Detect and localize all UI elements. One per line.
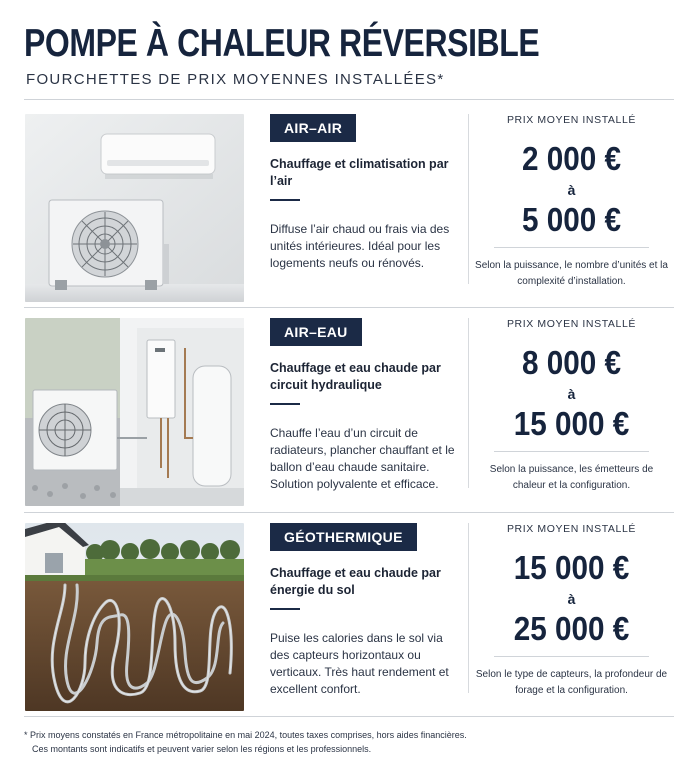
price-note: Selon la puissance, le nombre d’unités et la complexité d’installation. xyxy=(475,260,668,287)
short-divider xyxy=(270,608,300,610)
price-low: 2 000 € xyxy=(521,140,622,177)
price-rule xyxy=(494,247,649,248)
row-air-air xyxy=(24,102,674,292)
description-geothermique: Puise les calories dans le sol via des capteurs horizontaux ou verticaux. Très haut rendement et excellent confort. xyxy=(270,631,449,696)
heading-air-air: Chauffage et climatisation par l’air xyxy=(270,157,449,188)
header-rule xyxy=(24,99,674,100)
price-label: PRIX MOYEN INSTALLÉ xyxy=(506,318,637,330)
price-high: 5 000 € xyxy=(521,201,622,238)
footnote-line-1: * Prix moyens constatés en France métropolitaine en mai 2024, toutes taxes comprises, hors aides financières. xyxy=(24,730,467,740)
price-separator: à xyxy=(567,591,576,607)
price-separator: à xyxy=(567,182,576,198)
price-high: 15 000 € xyxy=(513,405,630,442)
air-air-heat-pump-photo-icon xyxy=(25,114,244,302)
row-air-eau xyxy=(24,306,674,496)
price-label: PRIX MOYEN INSTALLÉ xyxy=(506,114,637,126)
row-geothermique xyxy=(24,511,674,701)
badge-air-eau: AIR–EAU xyxy=(270,318,362,346)
price-separator: à xyxy=(567,386,576,402)
page-subtitle: FOURCHETTES DE PRIX MOYENNES INSTALLÉES* xyxy=(26,71,445,88)
heading-geothermique: Chauffage et eau chaude par énergie du sol xyxy=(270,566,441,597)
price-note: Selon la puissance, les émetteurs de chaleur et la configuration. xyxy=(489,464,654,491)
price-low: 15 000 € xyxy=(513,549,630,586)
price-high: 25 000 € xyxy=(513,610,630,647)
air-water-heat-pump-photo-icon xyxy=(25,318,244,506)
heading-air-eau: Chauffage et eau chaude par circuit hydraulique xyxy=(270,361,441,392)
price-label: PRIX MOYEN INSTALLÉ xyxy=(506,523,637,535)
price-low: 8 000 € xyxy=(521,344,622,381)
short-divider xyxy=(270,403,300,405)
price-block-air-air xyxy=(469,102,674,292)
geothermal-loop-photo-icon xyxy=(25,523,244,711)
description-air-air: Diffuse l’air chaud ou frais via des unités intérieures. Idéal pour les logements neufs ou rénovés. xyxy=(270,222,450,270)
footnote-line-2: Ces montants sont indicatifs et peuvent varier selon les régions et les professionnels. xyxy=(32,744,372,754)
badge-geothermique: GÉOTHERMIQUE xyxy=(270,523,417,551)
footnote xyxy=(24,728,467,756)
price-block-geothermique xyxy=(469,511,674,701)
price-note: Selon le type de capteurs, la profondeur de forage et la configuration. xyxy=(475,669,668,696)
page-title: POMPE À CHALEUR RÉVERSIBLE xyxy=(24,22,540,65)
price-block-air-eau xyxy=(469,306,674,496)
footer-rule xyxy=(24,716,674,717)
description-air-eau: Chauffe l’eau d’un circuit de radiateurs, plancher chauffant et le ballon d’eau chaude sanitaire. Solution polyvalente et efficace. xyxy=(270,426,455,491)
price-rule xyxy=(494,451,649,452)
price-rule xyxy=(494,656,649,657)
short-divider xyxy=(270,199,300,201)
badge-air-air: AIR–AIR xyxy=(270,114,356,142)
